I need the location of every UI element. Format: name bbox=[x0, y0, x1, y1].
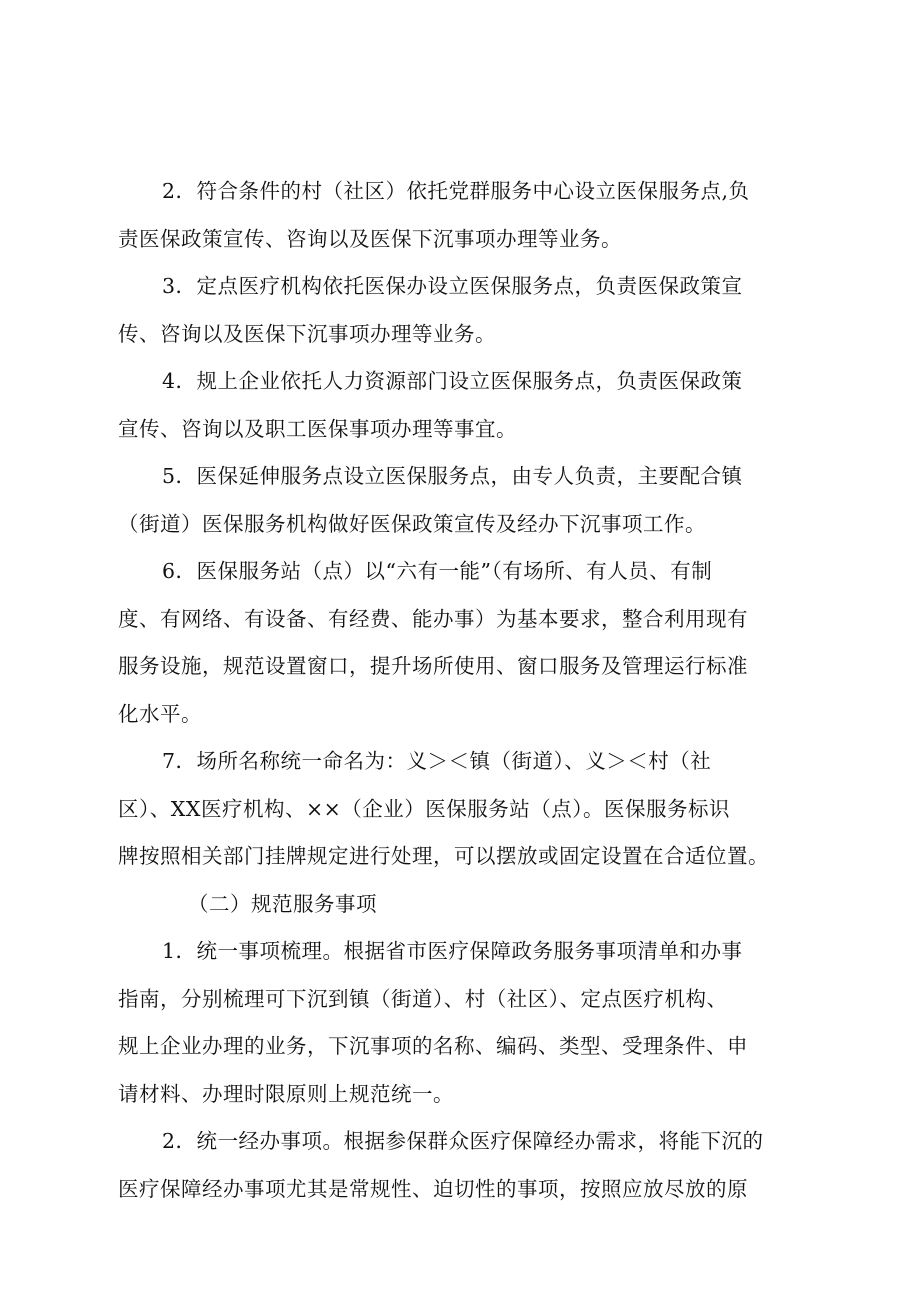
text-line: 服务设施，规范设置窗口，提升场所使用、窗口服务及管理运行标准 bbox=[118, 654, 748, 678]
text-line: 度、有网络、有设备、有经费、能办事）为基本要求，整合利用现有 bbox=[118, 606, 748, 631]
text-line: 2．统一经办事项。根据参保群众医疗保障经办需求，将能下沉的 bbox=[162, 1129, 764, 1153]
document-body bbox=[118, 168, 818, 1213]
text-line: 7．场所名称统一命名为：义＞＜镇（街道）、义＞＜村（社 bbox=[162, 749, 712, 773]
text-line: 牌按照相关部门挂牌规定进行处理，可以摆放或固定设置在合适位置。 bbox=[118, 844, 769, 868]
text-line: 传、咨询以及医保下沉事项办理等业务。 bbox=[118, 321, 496, 346]
paragraph-5 bbox=[118, 453, 818, 548]
text-line: 5．医保延伸服务点设立医保服务点，由专人负责，主要配合镇 bbox=[162, 464, 743, 488]
text-line: 请材料、办理时限原则上规范统一。 bbox=[118, 1081, 454, 1106]
text-line: 2．符合条件的村（社区）依托党群服务中心设立医保服务点,负 bbox=[162, 179, 750, 203]
text-line: 区）、XX医疗机构、××（企业）医保服务站（点）。医保服务标识 bbox=[118, 796, 731, 821]
paragraph-4 bbox=[118, 358, 818, 453]
text-line: 化水平。 bbox=[118, 701, 202, 726]
paragraph-2 bbox=[118, 168, 818, 263]
text-line: （街道）医保服务机构做好医保政策宣传及经办下沉事项工作。 bbox=[118, 511, 706, 536]
paragraph-7 bbox=[118, 738, 818, 881]
text-line: 医疗保障经办事项尤其是常规性、迫切性的事项，按照应放尽放的原 bbox=[118, 1176, 748, 1201]
paragraph-3 bbox=[118, 263, 818, 358]
paragraph-item-2 bbox=[118, 1118, 818, 1213]
paragraph-item-1 bbox=[118, 928, 818, 1118]
heading-line: （二）规范服务事项 bbox=[188, 891, 377, 916]
text-line: 规上企业办理的业务，下沉事项的名称、编码、类型、受理条件、申 bbox=[118, 1034, 748, 1058]
text-line: 4．规上企业依托人力资源部门设立医保服务点，负责医保政策 bbox=[162, 369, 743, 393]
section-heading bbox=[118, 881, 818, 929]
text-line: 宣传、咨询以及职工医保事项办理等事宜。 bbox=[118, 416, 517, 441]
text-line: 责医保政策宣传、咨询以及医保下沉事项办理等业务。 bbox=[118, 226, 622, 251]
text-line: 1．统一事项梳理。根据省市医疗保障政务服务事项清单和办事 bbox=[162, 939, 743, 963]
text-line: 3．定点医疗机构依托医保办设立医保服务点，负责医保政策宣 bbox=[162, 274, 743, 298]
text-line: 6．医保服务站（点）以“六有一能”（有场所、有人员、有制 bbox=[162, 559, 713, 583]
paragraph-6 bbox=[118, 548, 818, 738]
text-line: 指南，分别梳理可下沉到镇（街道）、村（社区）、定点医疗机构、 bbox=[118, 986, 728, 1011]
